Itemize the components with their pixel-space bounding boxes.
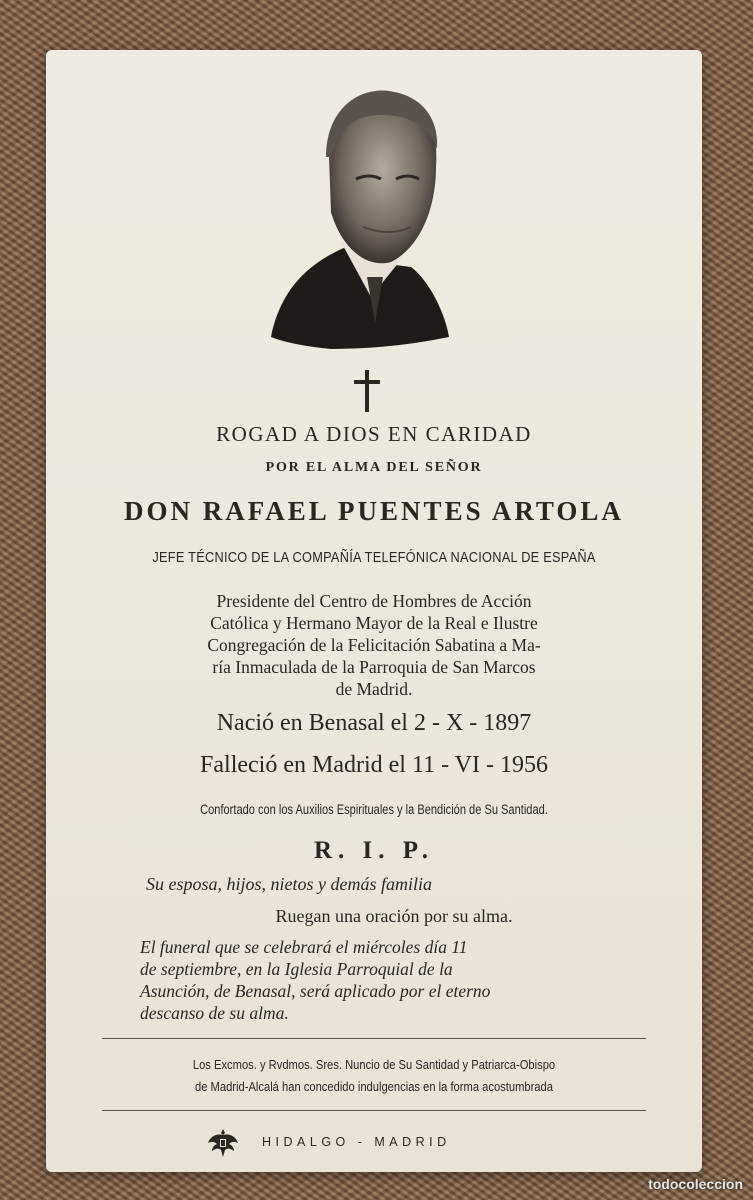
death-line: Falleció en Madrid el 11 - VI - 1956 xyxy=(200,752,548,778)
roles-line: ría Inmaculada de la Parroquia de San Marcos xyxy=(212,657,536,677)
funeral-line: descanso de su alma. xyxy=(140,1003,289,1023)
indulgences-line: de Madrid-Alcalá han concedido indulgencias en la forma acostumbrada xyxy=(195,1079,553,1094)
site-watermark: todocoleccion xyxy=(648,1176,743,1192)
comforted-line: Confortado con los Auxilios Espirituales y la Bendición de Su Santidad. xyxy=(200,802,548,817)
divider xyxy=(102,1110,646,1111)
birth-line: Nació en Benasal el 2 - X - 1897 xyxy=(216,710,532,736)
roles-line: Congregación de la Felicitación Sabatina a Ma- xyxy=(207,635,541,655)
for-soul-line: POR EL ALMA DEL SEÑOR xyxy=(265,460,483,475)
eagle-emblem-icon xyxy=(206,1125,240,1159)
rip-text: R. I. P. xyxy=(313,837,434,864)
cross-icon xyxy=(350,368,384,414)
funeral-line: de septiembre, en la Iglesia Parroquial de la xyxy=(140,959,453,979)
funeral-paragraph xyxy=(140,936,622,1024)
roles-line: de Madrid. xyxy=(335,679,413,699)
funeral-line: Asunción, de Benasal, será aplicado por el eterno xyxy=(140,981,491,1001)
prayer-request-line: Ruegan una oración por su alma. xyxy=(275,906,513,926)
roles-line: Católica y Hermano Mayor de la Real e Ilustre xyxy=(210,613,538,633)
divider xyxy=(102,1038,646,1039)
family-line: Su esposa, hijos, nietos y demás familia xyxy=(146,874,432,894)
roles-line: Presidente del Centro de Hombres de Acción xyxy=(216,591,532,611)
memorial-card xyxy=(46,50,702,1172)
deceased-name: DON RAFAEL PUENTES ARTOLA xyxy=(124,496,624,526)
portrait-photo xyxy=(271,87,451,352)
printer-mark xyxy=(206,1124,451,1160)
funeral-line: El funeral que se celebrará el miércoles día 11 xyxy=(140,937,468,957)
printer-name: HIDALGO - MADRID xyxy=(262,1135,451,1149)
indulgences-paragraph xyxy=(102,1054,646,1098)
indulgences-line: Los Excmos. y Rvdmos. Sres. Nuncio de Su Santidad y Patriarca-Obispo xyxy=(192,1057,556,1072)
roles-paragraph xyxy=(96,590,652,700)
job-title: JEFE TÉCNICO DE LA COMPAÑÍA TELEFÓNICA NACIONAL DE ESPAÑA xyxy=(152,550,596,566)
invocation-line: ROGAD A DIOS EN CARIDAD xyxy=(216,422,532,446)
